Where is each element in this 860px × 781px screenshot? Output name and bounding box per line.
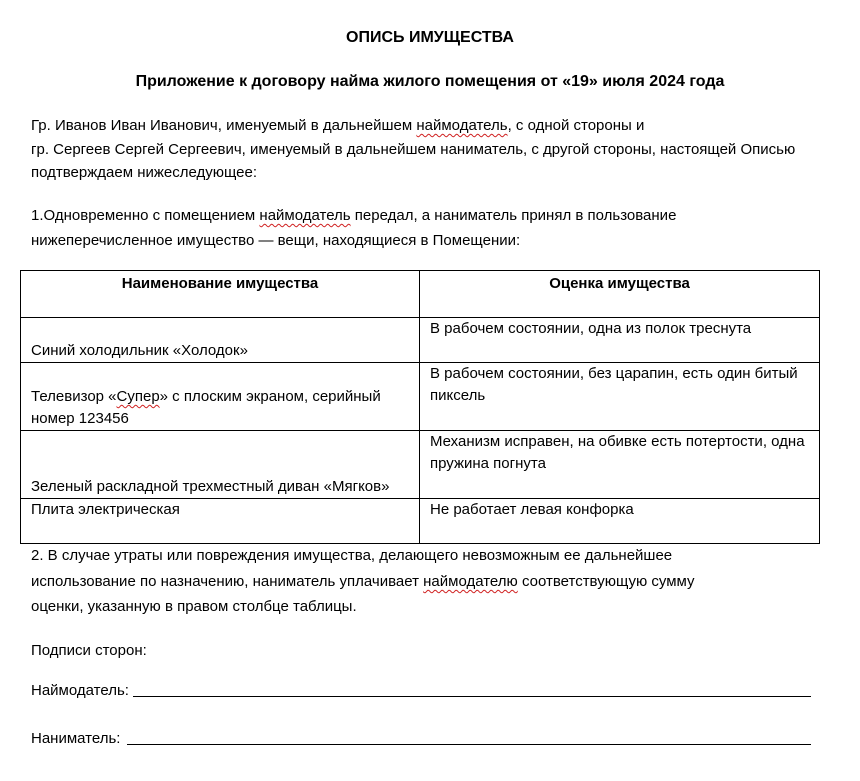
spellcheck-word: наймодатель xyxy=(416,117,508,134)
intro-line-3: подтверждаем нижеследующее: xyxy=(31,164,258,181)
header-property-name: Наименование имущества xyxy=(21,271,420,318)
table-row xyxy=(21,363,820,431)
property-evaluation-cell: В рабочем состоянии, одна из полок треснута xyxy=(420,318,820,363)
tenant-signature-line[interactable] xyxy=(127,744,811,745)
landlord-signature-line[interactable] xyxy=(133,696,811,697)
clause2-text: соответствующую сумму xyxy=(517,573,695,590)
table-row xyxy=(21,499,820,544)
clause2-text: использование по назначению, наниматель уплачивает xyxy=(31,573,424,590)
property-evaluation-cell: Механизм исправен, на обивке есть потертости, одна пружина погнута xyxy=(420,431,820,499)
intro-line-1 xyxy=(31,116,644,135)
spellcheck-word: наймодателю xyxy=(423,573,518,590)
intro-line-2: гр. Сергеев Сергей Сергеевич, именуемый в дальнейшем наниматель, с другой стороны, настоящей Описью xyxy=(31,141,796,158)
clause2-line-2 xyxy=(31,572,695,591)
landlord-signature-label: Наймодатель: xyxy=(31,682,129,699)
cell-text: Телевизор « xyxy=(31,388,117,405)
property-name-cell: Плита электрическая xyxy=(21,499,420,544)
spellcheck-word: наймодатель xyxy=(259,207,351,224)
clause2-line-1: 2. В случае утраты или повреждения имущества, делающего невозможным ее дальнейшее xyxy=(31,547,673,564)
clause1-line-2: нижеперечисленное имущество — вещи, находящиеся в Помещении: xyxy=(31,232,521,249)
property-name-cell xyxy=(21,363,420,431)
intro-text: , с одной стороны и xyxy=(507,117,645,134)
spellcheck-word: Супер xyxy=(116,388,160,405)
document-subtitle: Приложение к договору найма жилого помещения от «19» июля 2024 года xyxy=(135,73,725,90)
table-row xyxy=(21,431,820,499)
table-header-row xyxy=(21,271,820,318)
intro-text: Гр. Иванов Иван Иванович, именуемый в дальнейшем xyxy=(31,117,417,134)
table-row xyxy=(21,318,820,363)
clause2-line-3: оценки, указанную в правом столбце таблицы. xyxy=(31,598,357,615)
header-property-evaluation: Оценка имущества xyxy=(420,271,820,318)
property-name-cell: Зеленый раскладной трехместный диван «Мягков» xyxy=(21,431,420,499)
clause1-line-1 xyxy=(31,206,676,225)
property-table xyxy=(20,270,820,544)
property-evaluation-cell: Не работает левая конфорка xyxy=(420,499,820,544)
clause1-text: передал, а наниматель принял в пользование xyxy=(350,207,677,224)
property-name-cell: Синий холодильник «Холодок» xyxy=(21,318,420,363)
document-title: ОПИСЬ ИМУЩЕСТВА xyxy=(346,29,514,46)
cell-text: » с плоским экраном, серийный номер 123456 xyxy=(31,388,381,427)
tenant-signature-label: Наниматель: xyxy=(31,730,121,747)
property-evaluation-cell: В рабочем состоянии, без царапин, есть один битый пиксель xyxy=(420,363,820,431)
clause1-text: 1.Одновременно с помещением xyxy=(31,207,260,224)
signatures-heading: Подписи сторон: xyxy=(31,642,147,659)
